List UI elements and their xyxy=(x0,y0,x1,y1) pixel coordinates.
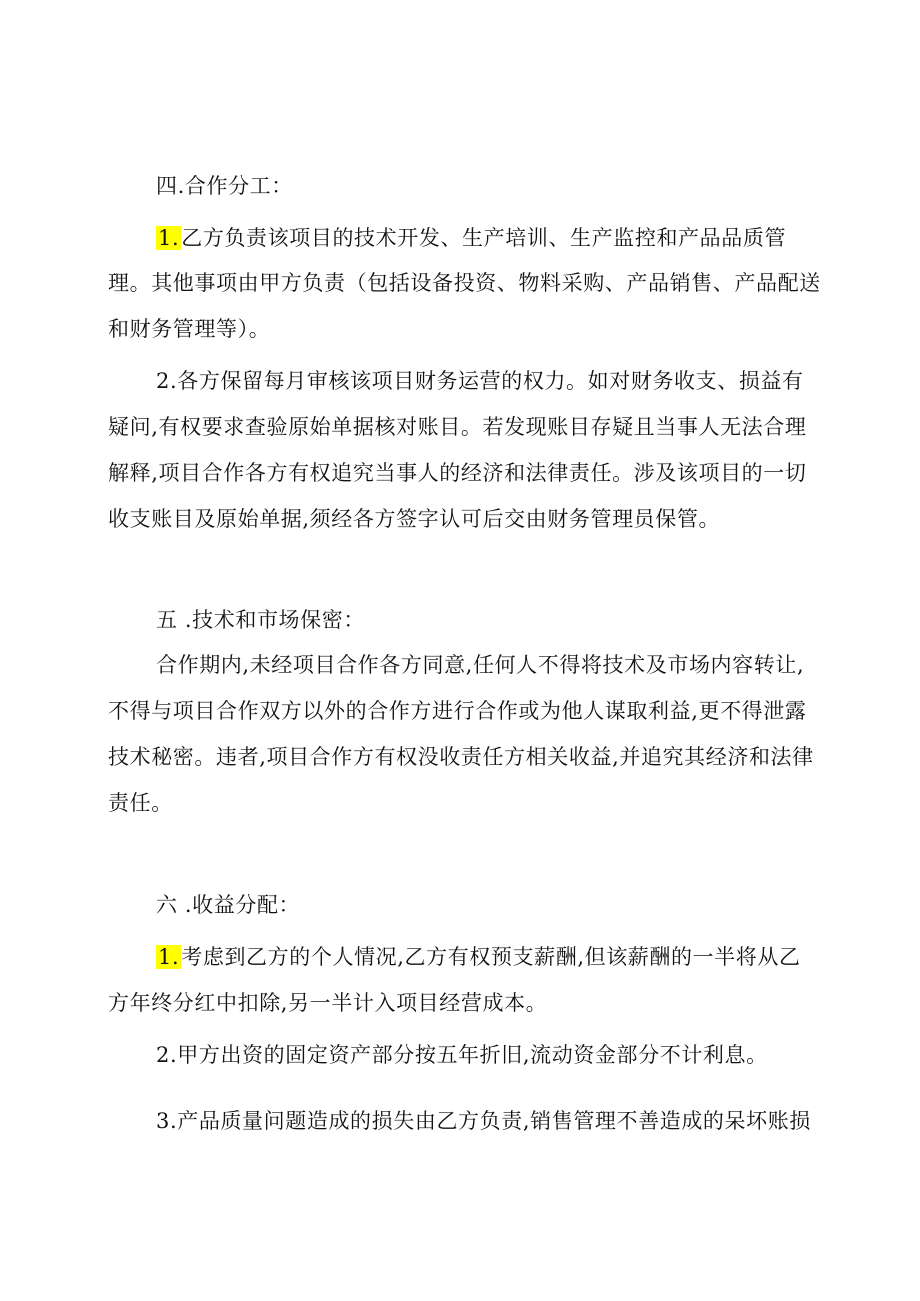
para-4-1-line-1 xyxy=(156,223,866,253)
item-number: 2. xyxy=(156,369,178,393)
highlighted-number: 1. xyxy=(158,226,180,250)
section-heading-6: 六 .收益分配： xyxy=(156,893,301,917)
para-5-line-3: 技术秘密。违者,项目合作方有权没收责任方相关收益,并追究其经济和法律 xyxy=(108,745,814,769)
para-5-line-1: 合作期内,未经项目合作各方同意,任何人不得将技术及市场内容转让, xyxy=(156,653,805,677)
para-4-1-line-3: 和财务管理等）。 xyxy=(108,317,271,341)
highlighted-number: 1. xyxy=(158,945,180,969)
section-heading-5: 五 .技术和市场保密： xyxy=(156,608,365,632)
para-6-1-line-2: 方年终分红中扣除,另一半计入项目经营成本。 xyxy=(108,991,548,1015)
para-5-line-2: 不得与项目合作双方以外的合作方进行合作或为他人谋取利益,更不得泄露 xyxy=(108,699,807,723)
text-line: 产品质量问题造成的损失由乙方负责,销售管理不善造成的呆坏账损 xyxy=(177,1109,811,1133)
para-4-1-line-2: 理。其他事项由甲方负责（包括设备投资、物料采购、产品销售、产品配送 xyxy=(108,271,821,295)
text-line: 各方保留每月审核该项目财务运营的权力。如对财务收支、损益有 xyxy=(177,369,804,393)
text-line: 乙方负责该项目的技术开发、生产培训、生产监控和产品品质管 xyxy=(181,226,787,250)
para-6-2-line-1 xyxy=(156,1040,866,1070)
para-5-line-4: 责任。 xyxy=(108,791,173,815)
item-number: 2. xyxy=(156,1043,178,1067)
para-4-2-line-1 xyxy=(156,366,866,396)
para-4-2-line-3: 解释,项目合作各方有权追究当事人的经济和法律责任。涉及该项目的一切 xyxy=(108,461,807,485)
item-number: 3. xyxy=(156,1109,178,1133)
para-6-3-line-1 xyxy=(156,1106,866,1136)
text-line: 甲方出资的固定资产部分按五年折旧,流动资金部分不计利息。 xyxy=(177,1043,768,1067)
para-4-2-line-2: 疑问,有权要求查验原始单据核对账目。若发现账目存疑且当事人无法合理 xyxy=(108,415,807,439)
text-line: 考虑到乙方的个人情况,乙方有权预支薪酬,但该薪酬的一半将从乙 xyxy=(181,945,801,969)
section-heading-4: 四.合作分工： xyxy=(156,174,293,198)
para-6-1-line-1 xyxy=(156,942,866,972)
para-4-2-line-4: 收支账目及原始单据,须经各方签字认可后交由财务管理员保管。 xyxy=(108,507,721,531)
